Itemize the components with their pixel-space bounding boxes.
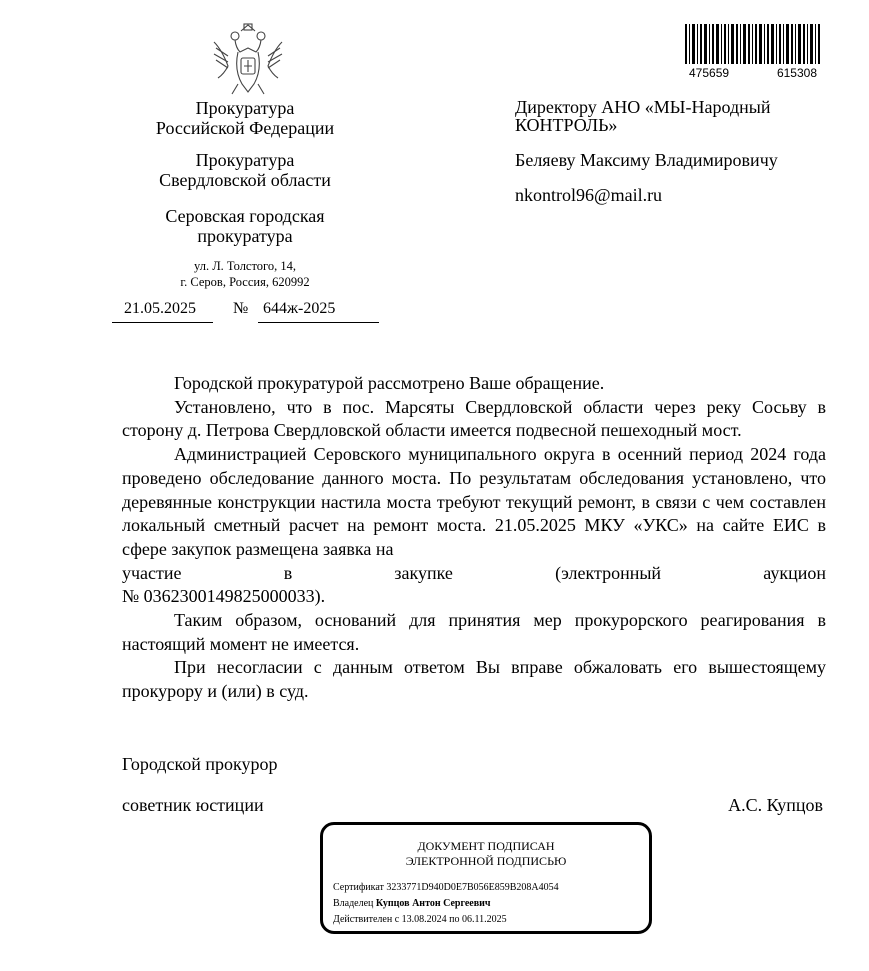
stamp-owner (333, 898, 491, 910)
signature-name: А.С. Купцов (728, 795, 823, 815)
recipient-name: Беляеву Максиму Владимировичу (515, 150, 778, 170)
recipient-organization (515, 98, 770, 134)
p3-word-5: аукцион (763, 562, 826, 583)
recipient-email: nkontrol96@mail.ru (515, 185, 663, 205)
paragraph-5: При несогласии с данным ответом Вы вправе обжаловать его вышестоящему прокурору и (или) в суд. (122, 657, 826, 702)
stamp-title-line2: ЭЛЕКТРОННОЙ ПОДПИСЬЮ (405, 854, 567, 868)
stamp-title-line1: ДОКУМЕНТ ПОДПИСАН (417, 839, 555, 853)
paragraph-4: Таким образом, оснований для принятия мер прокурорского реагирования в настоящий момент не имеется. (122, 610, 826, 654)
sender-address-line1: ул. Л. Толстого, 14, (194, 259, 296, 273)
paragraph-3-justified-line (122, 562, 826, 586)
p3-word-2: в (283, 562, 293, 583)
sender-org2-line1: Прокуратура (195, 150, 295, 170)
paragraph-2: Установлено, что в пос. Марсяты Свердловской области через реку Сосьву в сторону д. Петрова Свердловской области имеется подвесной пешеходный мост. (122, 396, 826, 441)
signature-position: Городской прокурор (122, 754, 278, 774)
sender-org1-line2: Российской Федерации (155, 118, 335, 138)
electronic-signature-stamp (320, 822, 652, 934)
sender-org-federal (100, 98, 390, 138)
sender-org2-line2: Свердловской области (159, 170, 331, 190)
sender-address-line2: г. Серов, Россия, 620992 (180, 275, 310, 289)
paragraph-1: Городской прокуратурой рассмотрено Ваше обращение. (174, 373, 605, 393)
p3-word-3: закупке (394, 562, 453, 583)
recipient-line2: КОНТРОЛЬ» (515, 115, 618, 135)
paragraph-3: Администрацией Серовского муниципального округа в осенний период 2024 года проведено обследование данного моста. По результатам обследования установлено, что деревянные конструкции настила моста требуют текущий ремонт, в связи с чем составлен локальный сметный расчет на ремонт моста. 21.05.2025 МКУ «УКС» на сайте ЕИС в сфере закупок размещена заявка на (122, 444, 826, 559)
reference-number-underline (258, 322, 379, 323)
barcode-left-number: 475659 (689, 66, 730, 80)
sender-org-regional (100, 150, 390, 190)
barcode-right-number: 615308 (776, 66, 817, 80)
stamp-owner-label: Владелец (333, 898, 374, 909)
stamp-certificate: Сертификат 3233771D940D0E7B056E859B208A4054 (333, 882, 559, 893)
sender-org-city (100, 206, 390, 246)
reference-date-underline (112, 322, 213, 323)
coat-of-arms-emblem (208, 22, 288, 98)
stamp-owner-name: Купцов Антон Сергеевич (375, 898, 491, 909)
p3-word-4: (электронный (555, 562, 662, 583)
barcode-numbers (683, 66, 823, 80)
reference-date: 21.05.2025 (124, 300, 196, 317)
stamp-validity: Действителен с 13.08.2024 по 06.11.2025 (333, 914, 507, 925)
signature-rank: советник юстиции (122, 795, 264, 815)
reference-number: 644ж-2025 (263, 300, 336, 317)
sender-address (100, 258, 390, 290)
sender-org3-line1: Серовская городская (165, 206, 325, 226)
letter-body (122, 372, 826, 704)
paragraph-3-end: № 0362300149825000033). (122, 586, 326, 607)
reference-number-sign: № (233, 300, 249, 317)
p3-word-1: участие (122, 562, 182, 583)
sender-org3-line2: прокуратура (197, 226, 293, 246)
sender-org1-line1: Прокуратура (195, 98, 295, 118)
recipient-line1: Директору АНО «МЫ-Народный (515, 97, 771, 117)
